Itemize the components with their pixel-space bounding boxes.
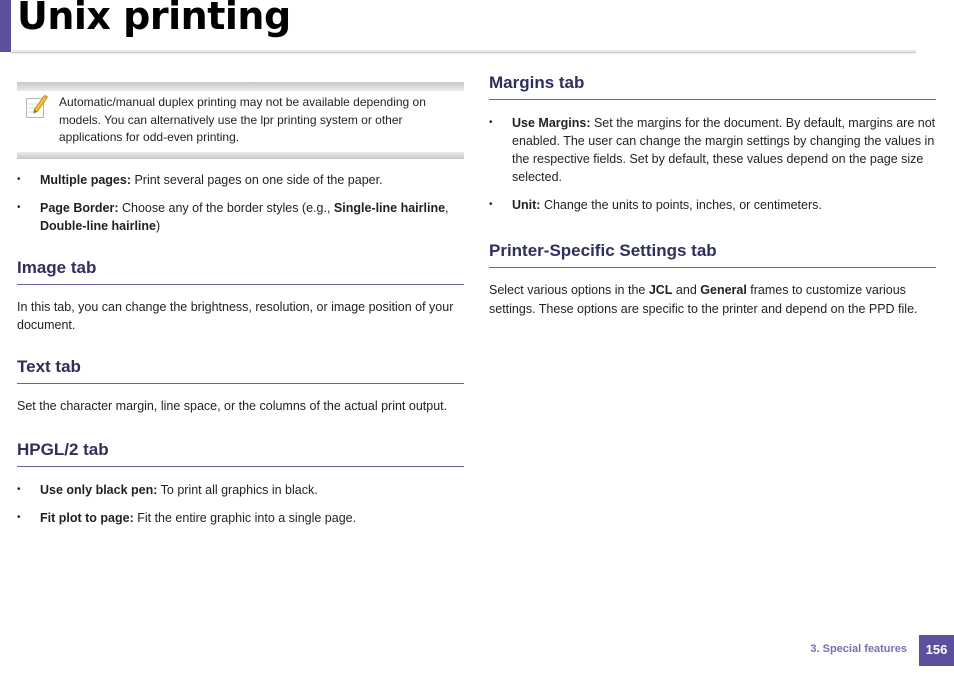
page-number: 156: [925, 642, 948, 657]
item-label: Use only black pen:: [40, 482, 158, 497]
item-text: ): [156, 218, 161, 233]
title-accent-bar: [0, 0, 11, 52]
footer-section-label: 3. Special features: [810, 643, 907, 655]
right-column: [489, 72, 936, 319]
bold-term-jcl: JCL: [648, 283, 673, 297]
hpgl-options-list: [17, 481, 464, 527]
list-item-use-margins: [489, 114, 936, 186]
hpgl-tab-heading: HPGL/2 tab: [17, 439, 464, 467]
list-item-use-black-pen: [17, 481, 464, 499]
item-label: Use Margins:: [512, 116, 591, 130]
item-label: Unit:: [512, 198, 541, 212]
image-tab-text: In this tab, you can change the brightness, resolution, or image position of your document.: [17, 299, 454, 332]
printer-settings-text: [489, 281, 936, 319]
note-text: Automatic/manual duplex printing may not be available depending on models. You can alternatively use the lpr printing system or other applications for odd-even printing.: [59, 95, 426, 144]
title-divider: [11, 52, 916, 53]
margins-options-list: [489, 114, 936, 214]
text-tab-heading: Text tab: [17, 356, 464, 384]
item-text: Choose any of the border styles (e.g.,: [118, 200, 334, 215]
item-bold-term: Double-line hairline: [40, 218, 156, 233]
item-text: Fit the entire graphic into a single page.: [133, 510, 357, 525]
note-pencil-icon: [25, 93, 49, 119]
text-tab-text: Set the character margin, line space, or the columns of the actual print output.: [17, 398, 448, 413]
options-list: [17, 171, 464, 235]
note-top-border: [17, 82, 464, 91]
item-text: Change the units to points, inches, or centimeters.: [540, 198, 822, 212]
paragraph-text: frames to customize various settings. These options are specific to the printer and depend on the PPD file.: [489, 283, 918, 316]
item-text: To print all graphics in black.: [157, 482, 318, 497]
printer-settings-heading: Printer-Specific Settings tab: [489, 240, 936, 268]
margins-tab-heading: Margins tab: [489, 72, 936, 100]
list-item-unit: [489, 196, 936, 214]
note-box: [17, 82, 464, 159]
list-item-fit-plot: [17, 509, 464, 527]
paragraph-text: and: [672, 283, 701, 297]
title-shadow: [11, 50, 916, 56]
item-text: Set the margins for the document. By default, margins are not enabled. The user can change the margin settings by changing the values in the respective fields. Set by default, these values depend on the page size selected.: [512, 116, 936, 184]
item-text: ,: [445, 200, 449, 215]
list-item-multiple-pages: [17, 171, 464, 189]
item-bold-term: Single-line hairline: [333, 200, 446, 215]
image-tab-heading: Image tab: [17, 257, 464, 285]
item-label: Fit plot to page:: [40, 510, 134, 525]
note-body: [17, 91, 464, 152]
left-column: [17, 82, 464, 537]
item-text: Print several pages on one side of the paper.: [130, 172, 383, 187]
paragraph-text: Select various options in the: [489, 283, 649, 297]
item-label: Multiple pages:: [40, 172, 131, 187]
bold-term-general: General: [700, 283, 747, 297]
page-title: Unix printing: [17, 0, 291, 38]
page-number-badge: [919, 635, 954, 666]
item-label: Page Border:: [40, 200, 119, 215]
note-bottom-border: [17, 152, 464, 159]
list-item-page-border: [17, 199, 464, 235]
